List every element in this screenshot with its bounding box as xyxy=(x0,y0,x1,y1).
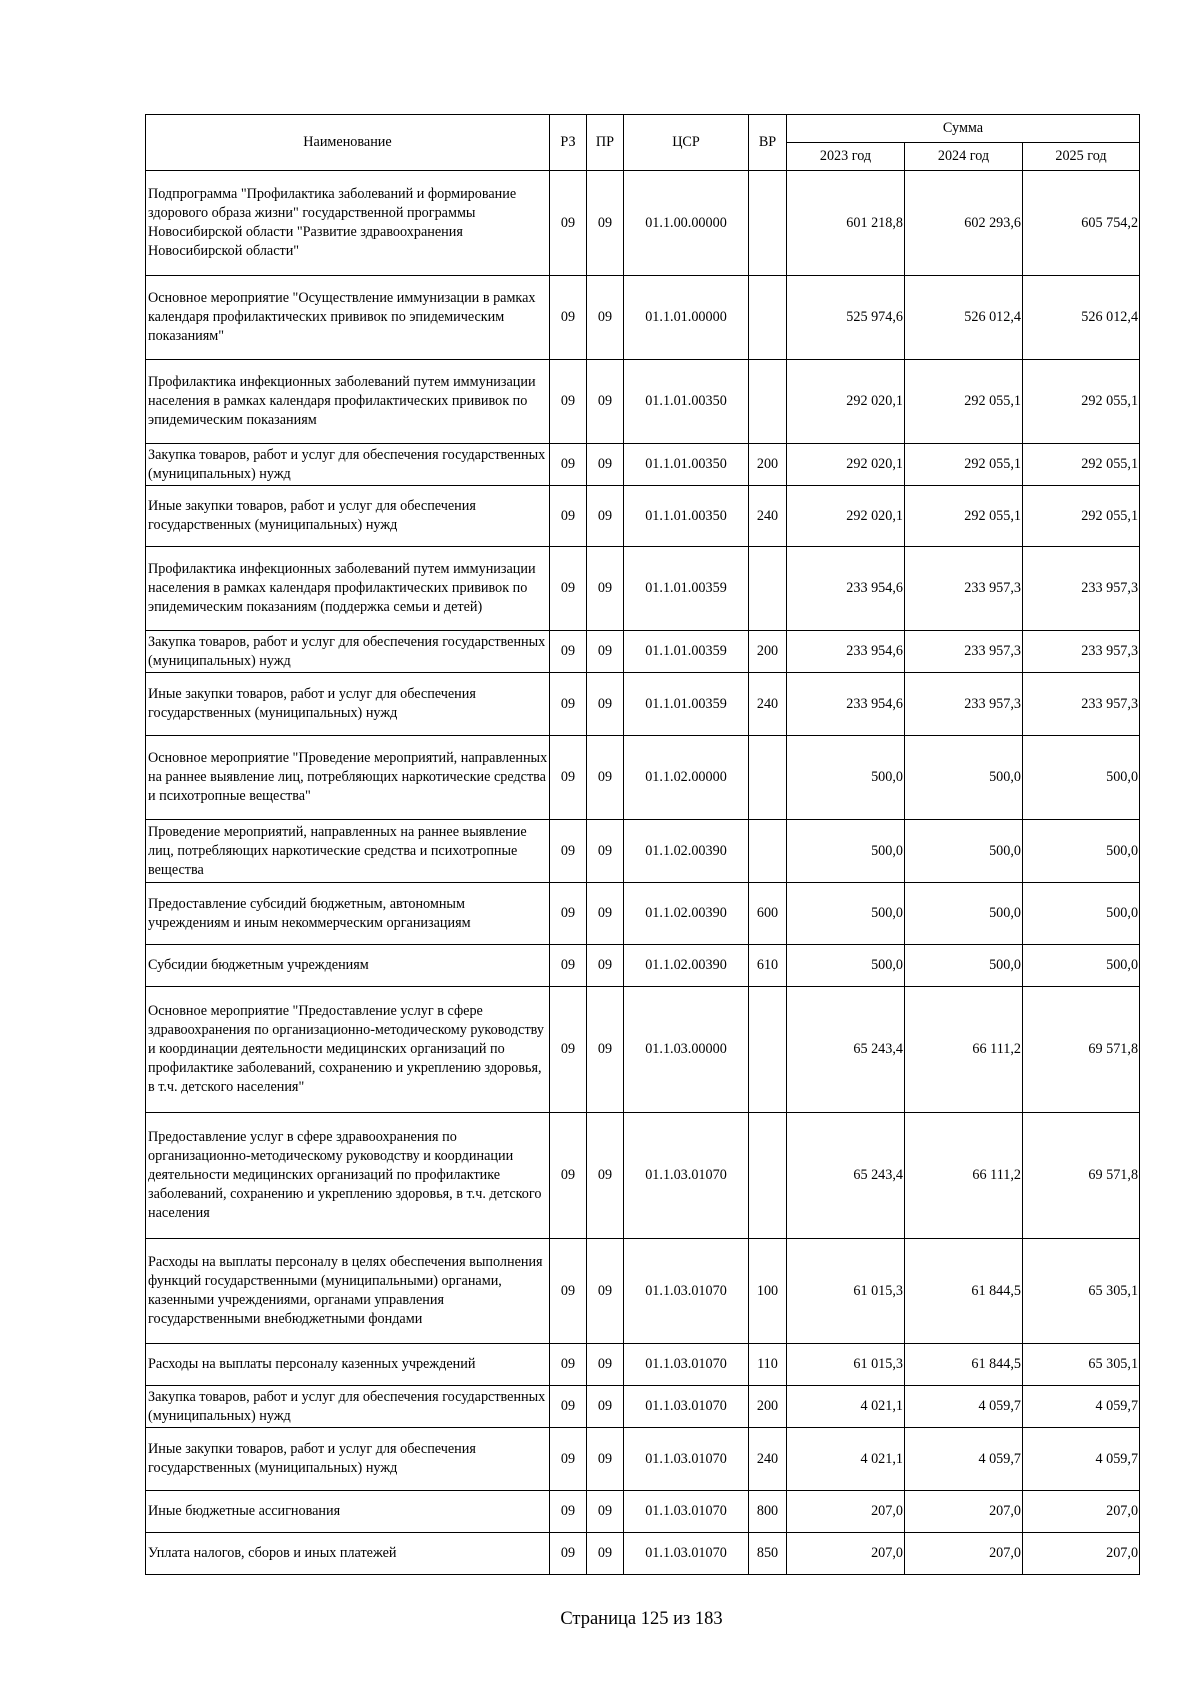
cell-2024: 602 293,6 xyxy=(905,171,1023,276)
cell-name: Проведение мероприятий, направленных на раннее выявление лиц, потребляющих наркотические средства и психотропные вещества xyxy=(146,820,550,883)
cell-rz: 09 xyxy=(550,1239,587,1344)
cell-csr: 01.1.03.00000 xyxy=(624,987,749,1113)
cell-2024: 500,0 xyxy=(905,883,1023,945)
cell-vr: 850 xyxy=(749,1533,787,1575)
cell-vr: 200 xyxy=(749,444,787,486)
cell-2024: 233 957,3 xyxy=(905,631,1023,673)
cell-vr xyxy=(749,276,787,360)
cell-name: Иные бюджетные ассигнования xyxy=(146,1491,550,1533)
header-year-2024: 2024 год xyxy=(905,143,1023,171)
cell-2024: 61 844,5 xyxy=(905,1344,1023,1386)
table-row xyxy=(146,1344,1140,1386)
cell-name: Закупка товаров, работ и услуг для обеспечения государственных (муниципальных) нужд xyxy=(146,1386,550,1428)
cell-pr: 09 xyxy=(587,987,624,1113)
cell-2024: 66 111,2 xyxy=(905,1113,1023,1239)
cell-pr: 09 xyxy=(587,673,624,736)
cell-2023: 601 218,8 xyxy=(787,171,905,276)
cell-name: Иные закупки товаров, работ и услуг для обеспечения государственных (муниципальных) нужд xyxy=(146,1428,550,1491)
cell-vr: 110 xyxy=(749,1344,787,1386)
cell-pr: 09 xyxy=(587,1533,624,1575)
cell-rz: 09 xyxy=(550,1491,587,1533)
cell-rz: 09 xyxy=(550,1113,587,1239)
cell-2024: 207,0 xyxy=(905,1533,1023,1575)
cell-2025: 233 957,3 xyxy=(1023,547,1140,631)
cell-2023: 65 243,4 xyxy=(787,1113,905,1239)
cell-csr: 01.1.03.01070 xyxy=(624,1533,749,1575)
cell-2023: 500,0 xyxy=(787,883,905,945)
cell-2023: 207,0 xyxy=(787,1533,905,1575)
cell-pr: 09 xyxy=(587,360,624,444)
cell-2024: 4 059,7 xyxy=(905,1386,1023,1428)
cell-2025: 4 059,7 xyxy=(1023,1428,1140,1491)
cell-vr xyxy=(749,547,787,631)
cell-2024: 66 111,2 xyxy=(905,987,1023,1113)
cell-vr: 600 xyxy=(749,883,787,945)
cell-2025: 292 055,1 xyxy=(1023,360,1140,444)
cell-2023: 61 015,3 xyxy=(787,1239,905,1344)
cell-csr: 01.1.01.00350 xyxy=(624,486,749,547)
table-header xyxy=(146,115,1140,171)
table-row xyxy=(146,1386,1140,1428)
cell-csr: 01.1.00.00000 xyxy=(624,171,749,276)
cell-name: Подпрограмма "Профилактика заболеваний и формирование здорового образа жизни" государственной программы Новосибирской области "Развитие здравоохранения Новосибирской области" xyxy=(146,171,550,276)
table-row xyxy=(146,486,1140,547)
table-row xyxy=(146,945,1140,987)
cell-name: Предоставление услуг в сфере здравоохранения по организационно-методическому руководству и координации деятельности медицинских организаций по профилактике заболеваний, сохранению и укреплению здоровья, в т.ч. детского населения xyxy=(146,1113,550,1239)
cell-rz: 09 xyxy=(550,1533,587,1575)
cell-csr: 01.1.01.00359 xyxy=(624,547,749,631)
cell-rz: 09 xyxy=(550,631,587,673)
cell-name: Предоставление субсидий бюджетным, автономным учреждениям и иным некоммерческим организациям xyxy=(146,883,550,945)
cell-2024: 292 055,1 xyxy=(905,444,1023,486)
cell-pr: 09 xyxy=(587,276,624,360)
cell-2023: 61 015,3 xyxy=(787,1344,905,1386)
table-row xyxy=(146,1491,1140,1533)
cell-2025: 4 059,7 xyxy=(1023,1386,1140,1428)
cell-csr: 01.1.03.01070 xyxy=(624,1113,749,1239)
cell-csr: 01.1.01.00359 xyxy=(624,673,749,736)
budget-table xyxy=(145,114,1140,1575)
cell-pr: 09 xyxy=(587,1386,624,1428)
cell-name: Расходы на выплаты персоналу казенных учреждений xyxy=(146,1344,550,1386)
table-row xyxy=(146,171,1140,276)
cell-2023: 292 020,1 xyxy=(787,486,905,547)
header-sum: Сумма xyxy=(787,115,1140,143)
table-row xyxy=(146,987,1140,1113)
cell-csr: 01.1.03.01070 xyxy=(624,1491,749,1533)
cell-2025: 292 055,1 xyxy=(1023,444,1140,486)
table-row xyxy=(146,820,1140,883)
cell-rz: 09 xyxy=(550,987,587,1113)
cell-2025: 605 754,2 xyxy=(1023,171,1140,276)
cell-name: Иные закупки товаров, работ и услуг для обеспечения государственных (муниципальных) нужд xyxy=(146,673,550,736)
table-row xyxy=(146,1533,1140,1575)
table-row xyxy=(146,547,1140,631)
cell-csr: 01.1.03.01070 xyxy=(624,1239,749,1344)
header-pr: ПР xyxy=(587,115,624,171)
cell-2025: 207,0 xyxy=(1023,1491,1140,1533)
cell-2025: 65 305,1 xyxy=(1023,1239,1140,1344)
cell-csr: 01.1.02.00000 xyxy=(624,736,749,820)
cell-rz: 09 xyxy=(550,276,587,360)
cell-vr xyxy=(749,171,787,276)
cell-name: Основное мероприятие "Предоставление услуг в сфере здравоохранения по организационно-методическому руководству и координации деятельности медицинских организаций по профилактике заболеваний, сохранению и укреплению здоровья, в т.ч. детского населения" xyxy=(146,987,550,1113)
cell-csr: 01.1.01.00000 xyxy=(624,276,749,360)
table-row xyxy=(146,276,1140,360)
cell-csr: 01.1.03.01070 xyxy=(624,1344,749,1386)
cell-2024: 500,0 xyxy=(905,945,1023,987)
cell-name: Основное мероприятие "Осуществление иммунизации в рамках календаря профилактических прививок по эпидемическим показаниям" xyxy=(146,276,550,360)
cell-rz: 09 xyxy=(550,486,587,547)
cell-rz: 09 xyxy=(550,1386,587,1428)
header-vr: ВР xyxy=(749,115,787,171)
cell-vr: 610 xyxy=(749,945,787,987)
cell-pr: 09 xyxy=(587,631,624,673)
cell-2025: 65 305,1 xyxy=(1023,1344,1140,1386)
cell-2024: 526 012,4 xyxy=(905,276,1023,360)
cell-2024: 292 055,1 xyxy=(905,486,1023,547)
cell-pr: 09 xyxy=(587,1491,624,1533)
cell-rz: 09 xyxy=(550,1428,587,1491)
cell-2025: 233 957,3 xyxy=(1023,673,1140,736)
cell-2024: 233 957,3 xyxy=(905,673,1023,736)
cell-2023: 500,0 xyxy=(787,820,905,883)
cell-pr: 09 xyxy=(587,486,624,547)
cell-2025: 207,0 xyxy=(1023,1533,1140,1575)
table-row xyxy=(146,631,1140,673)
cell-name: Иные закупки товаров, работ и услуг для обеспечения государственных (муниципальных) нужд xyxy=(146,486,550,547)
cell-csr: 01.1.02.00390 xyxy=(624,883,749,945)
cell-pr: 09 xyxy=(587,1113,624,1239)
cell-2024: 500,0 xyxy=(905,736,1023,820)
cell-name: Профилактика инфекционных заболеваний путем иммунизации населения в рамках календаря профилактических прививок по эпидемическим показаниям xyxy=(146,360,550,444)
cell-pr: 09 xyxy=(587,736,624,820)
cell-vr: 240 xyxy=(749,673,787,736)
cell-name: Основное мероприятие "Проведение мероприятий, направленных на раннее выявление лиц, потребляющих наркотические средства и психотропные вещества" xyxy=(146,736,550,820)
cell-2023: 292 020,1 xyxy=(787,360,905,444)
cell-2023: 233 954,6 xyxy=(787,547,905,631)
cell-2023: 525 974,6 xyxy=(787,276,905,360)
cell-2024: 207,0 xyxy=(905,1491,1023,1533)
cell-2023: 500,0 xyxy=(787,945,905,987)
cell-pr: 09 xyxy=(587,945,624,987)
cell-2025: 500,0 xyxy=(1023,883,1140,945)
cell-vr xyxy=(749,987,787,1113)
cell-pr: 09 xyxy=(587,444,624,486)
cell-name: Расходы на выплаты персоналу в целях обеспечения выполнения функций государственными (муниципальными) органами, казенными учреждениями, органами управления государственными внебюджетными фондами xyxy=(146,1239,550,1344)
cell-vr: 100 xyxy=(749,1239,787,1344)
cell-rz: 09 xyxy=(550,1344,587,1386)
cell-2024: 4 059,7 xyxy=(905,1428,1023,1491)
cell-vr: 200 xyxy=(749,631,787,673)
cell-rz: 09 xyxy=(550,673,587,736)
cell-vr xyxy=(749,360,787,444)
cell-csr: 01.1.01.00350 xyxy=(624,360,749,444)
cell-pr: 09 xyxy=(587,547,624,631)
page-number: Страница 125 из 183 xyxy=(560,1609,723,1629)
cell-rz: 09 xyxy=(550,820,587,883)
cell-2023: 207,0 xyxy=(787,1491,905,1533)
cell-csr: 01.1.03.01070 xyxy=(624,1428,749,1491)
cell-csr: 01.1.02.00390 xyxy=(624,945,749,987)
cell-2024: 500,0 xyxy=(905,820,1023,883)
cell-2025: 233 957,3 xyxy=(1023,631,1140,673)
table-row xyxy=(146,673,1140,736)
cell-2024: 233 957,3 xyxy=(905,547,1023,631)
header-rz: РЗ xyxy=(550,115,587,171)
cell-rz: 09 xyxy=(550,444,587,486)
table-body xyxy=(146,171,1140,1575)
cell-name: Закупка товаров, работ и услуг для обеспечения государственных (муниципальных) нужд xyxy=(146,631,550,673)
cell-2023: 65 243,4 xyxy=(787,987,905,1113)
cell-vr xyxy=(749,736,787,820)
cell-rz: 09 xyxy=(550,736,587,820)
header-year-2023: 2023 год xyxy=(787,143,905,171)
cell-2025: 69 571,8 xyxy=(1023,987,1140,1113)
cell-2025: 292 055,1 xyxy=(1023,486,1140,547)
cell-2025: 526 012,4 xyxy=(1023,276,1140,360)
cell-csr: 01.1.01.00359 xyxy=(624,631,749,673)
table-row xyxy=(146,1239,1140,1344)
cell-name: Субсидии бюджетным учреждениям xyxy=(146,945,550,987)
cell-name: Закупка товаров, работ и услуг для обеспечения государственных (муниципальных) нужд xyxy=(146,444,550,486)
table-row xyxy=(146,1428,1140,1491)
cell-2024: 61 844,5 xyxy=(905,1239,1023,1344)
cell-rz: 09 xyxy=(550,171,587,276)
cell-2023: 292 020,1 xyxy=(787,444,905,486)
cell-pr: 09 xyxy=(587,883,624,945)
cell-2024: 292 055,1 xyxy=(905,360,1023,444)
cell-vr: 200 xyxy=(749,1386,787,1428)
header-year-2025: 2025 год xyxy=(1023,143,1140,171)
cell-rz: 09 xyxy=(550,547,587,631)
cell-2025: 500,0 xyxy=(1023,820,1140,883)
header-name: Наименование xyxy=(146,115,550,171)
cell-2023: 233 954,6 xyxy=(787,631,905,673)
cell-vr: 240 xyxy=(749,486,787,547)
cell-2025: 500,0 xyxy=(1023,736,1140,820)
cell-rz: 09 xyxy=(550,883,587,945)
table-row xyxy=(146,360,1140,444)
cell-name: Профилактика инфекционных заболеваний путем иммунизации населения в рамках календаря профилактических прививок по эпидемическим показаниям (поддержка семьи и детей) xyxy=(146,547,550,631)
cell-2025: 500,0 xyxy=(1023,945,1140,987)
table-row xyxy=(146,736,1140,820)
cell-pr: 09 xyxy=(587,820,624,883)
cell-csr: 01.1.02.00390 xyxy=(624,820,749,883)
cell-rz: 09 xyxy=(550,360,587,444)
cell-vr: 800 xyxy=(749,1491,787,1533)
cell-pr: 09 xyxy=(587,171,624,276)
table-row xyxy=(146,1113,1140,1239)
cell-vr: 240 xyxy=(749,1428,787,1491)
cell-vr xyxy=(749,820,787,883)
cell-csr: 01.1.03.01070 xyxy=(624,1386,749,1428)
cell-pr: 09 xyxy=(587,1344,624,1386)
header-csr: ЦСР xyxy=(624,115,749,171)
cell-2023: 233 954,6 xyxy=(787,673,905,736)
cell-csr: 01.1.01.00350 xyxy=(624,444,749,486)
cell-pr: 09 xyxy=(587,1428,624,1491)
cell-2025: 69 571,8 xyxy=(1023,1113,1140,1239)
cell-2023: 4 021,1 xyxy=(787,1428,905,1491)
cell-vr xyxy=(749,1113,787,1239)
cell-2023: 4 021,1 xyxy=(787,1386,905,1428)
cell-name: Уплата налогов, сборов и иных платежей xyxy=(146,1533,550,1575)
table-row xyxy=(146,444,1140,486)
cell-rz: 09 xyxy=(550,945,587,987)
cell-2023: 500,0 xyxy=(787,736,905,820)
cell-pr: 09 xyxy=(587,1239,624,1344)
table-row xyxy=(146,883,1140,945)
